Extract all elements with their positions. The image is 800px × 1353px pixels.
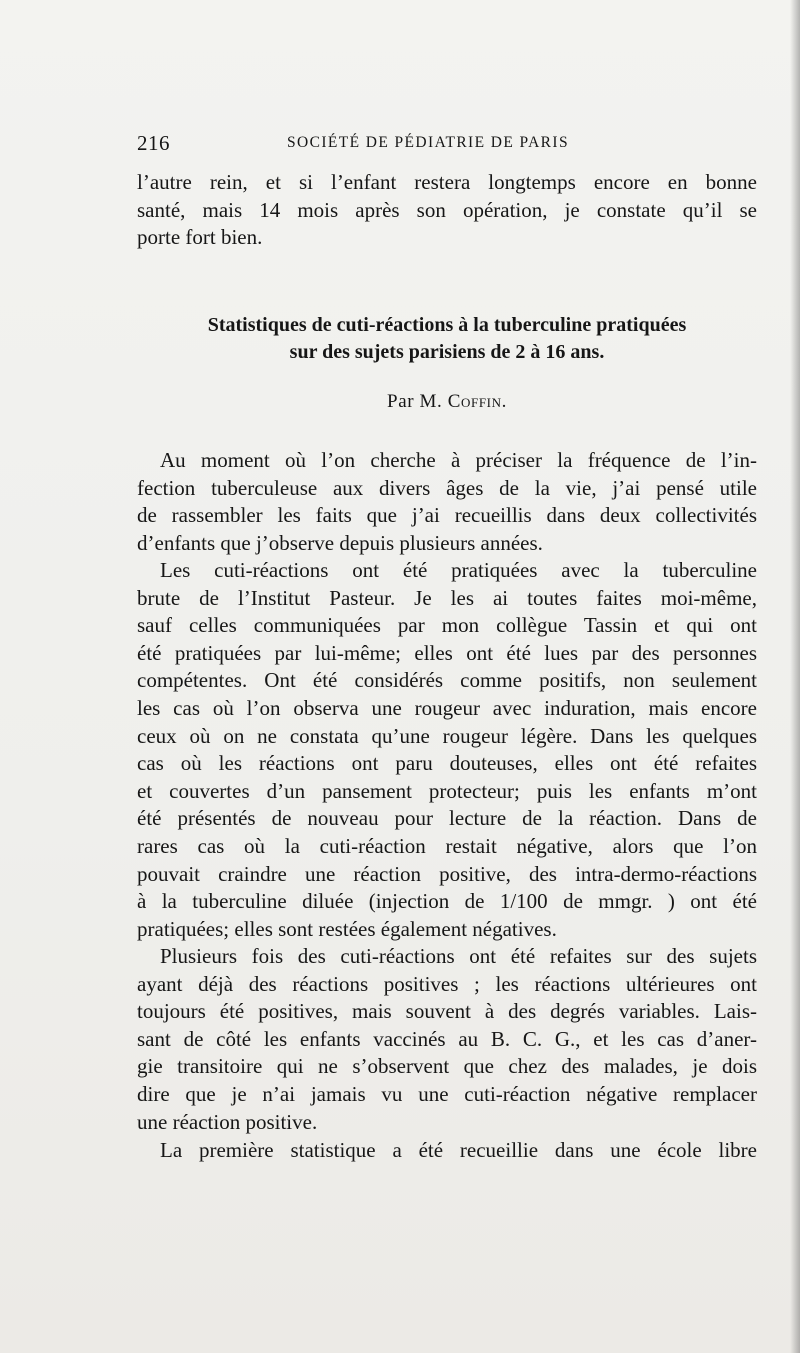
- paragraph-intro: [137, 447, 757, 557]
- text-line: cas où les réactions ont paru douteuses, elles ont été refaites: [137, 751, 757, 776]
- running-head: [137, 131, 757, 155]
- text-line: une réaction positive.: [137, 1109, 318, 1134]
- text-line: Les cuti-réactions ont été pratiquées avec la tuberculine: [160, 558, 757, 582]
- title-line: Statistiques de cuti-réactions à la tuberculine pratiquées: [207, 314, 687, 336]
- page-number: 216: [137, 131, 170, 155]
- text-line: rares cas où la cuti-réaction restait négative, alors que l’on: [137, 833, 757, 858]
- text-line: pouvait craindre une réaction positive, des intra-dermo-réactions: [137, 861, 757, 886]
- text-line: à la tuberculine diluée (injection de 1/100 de mmgr. ) ont été: [137, 889, 757, 914]
- text-line: ayant déjà des réactions positives ; les réactions ultérieures ont: [137, 971, 757, 996]
- paragraph-repeat: [137, 943, 757, 1136]
- journal-title: SOCIÉTÉ DE PÉDIATRIE DE PARIS: [287, 134, 570, 151]
- author-byline: [137, 391, 757, 413]
- text-line: La première statistique a été recueillie dans une école libre: [160, 1138, 757, 1162]
- text-line: Au moment où l’on cherche à préciser la fréquence de l’in-: [160, 448, 757, 472]
- text-line: d’enfants que j’observe depuis plusieurs années.: [137, 530, 543, 555]
- paragraph-statistics: [137, 1137, 757, 1165]
- continuation-paragraph: [137, 169, 757, 252]
- author-name: Coffin.: [447, 391, 507, 412]
- article-title: [137, 312, 757, 366]
- text-line: compétentes. Ont été considérés comme positifs, non seulement: [137, 668, 757, 693]
- text-line: été pratiquées par lui-même; elles ont été lues par des personnes: [137, 640, 757, 665]
- text-line: ceux où on ne constata qu’une rougeur légère. Dans les quelques: [137, 723, 757, 748]
- text-line: brute de l’Institut Pasteur. Je les ai toutes faites moi-même,: [137, 585, 757, 610]
- page-gutter-shadow: [790, 0, 800, 1353]
- text-line: pratiquées; elles sont restées également négatives.: [137, 916, 557, 941]
- text-line: fection tuberculeuse aux divers âges de la vie, j’ai pensé utile: [137, 475, 757, 500]
- text-line: gie transitoire qui ne s’observent que chez des malades, je dois: [137, 1054, 757, 1079]
- author-prefix: Par M.: [387, 391, 443, 412]
- text-line: dire que je n’ai jamais vu une cuti-réaction négative remplacer: [137, 1081, 757, 1106]
- text-line: les cas où l’on observa une rougeur avec induration, mais encore: [137, 695, 757, 720]
- text-line: sant de côté les enfants vaccinés au B. C. G., et les cas d’aner-: [137, 1026, 757, 1051]
- text-line: toujours été positives, mais souvent à des degrés variables. Lais-: [137, 999, 757, 1024]
- text-line: sauf celles communiquées par mon collègue Tassin et qui ont: [137, 613, 757, 638]
- text-line: Plusieurs fois des cuti-réactions ont été refaites sur des sujets: [160, 944, 757, 968]
- text-line: et couvertes d’un pansement protecteur; puis les enfants m’ont: [137, 778, 757, 803]
- paragraph-method: [137, 557, 757, 943]
- text-line: été présentés de nouveau pour lecture de la réaction. Dans de: [137, 806, 757, 831]
- text-line: santé, mais 14 mois après son opération, je constate qu’il se: [137, 197, 757, 222]
- text-line: l’autre rein, et si l’enfant restera longtemps encore en bonne: [137, 170, 757, 194]
- text-line: de rassembler les faits que j’ai recueillis dans deux collectivités: [137, 503, 757, 528]
- title-line: sur des sujets parisiens de 2 à 16 ans.: [289, 341, 605, 363]
- text-line: porte fort bien.: [137, 225, 263, 250]
